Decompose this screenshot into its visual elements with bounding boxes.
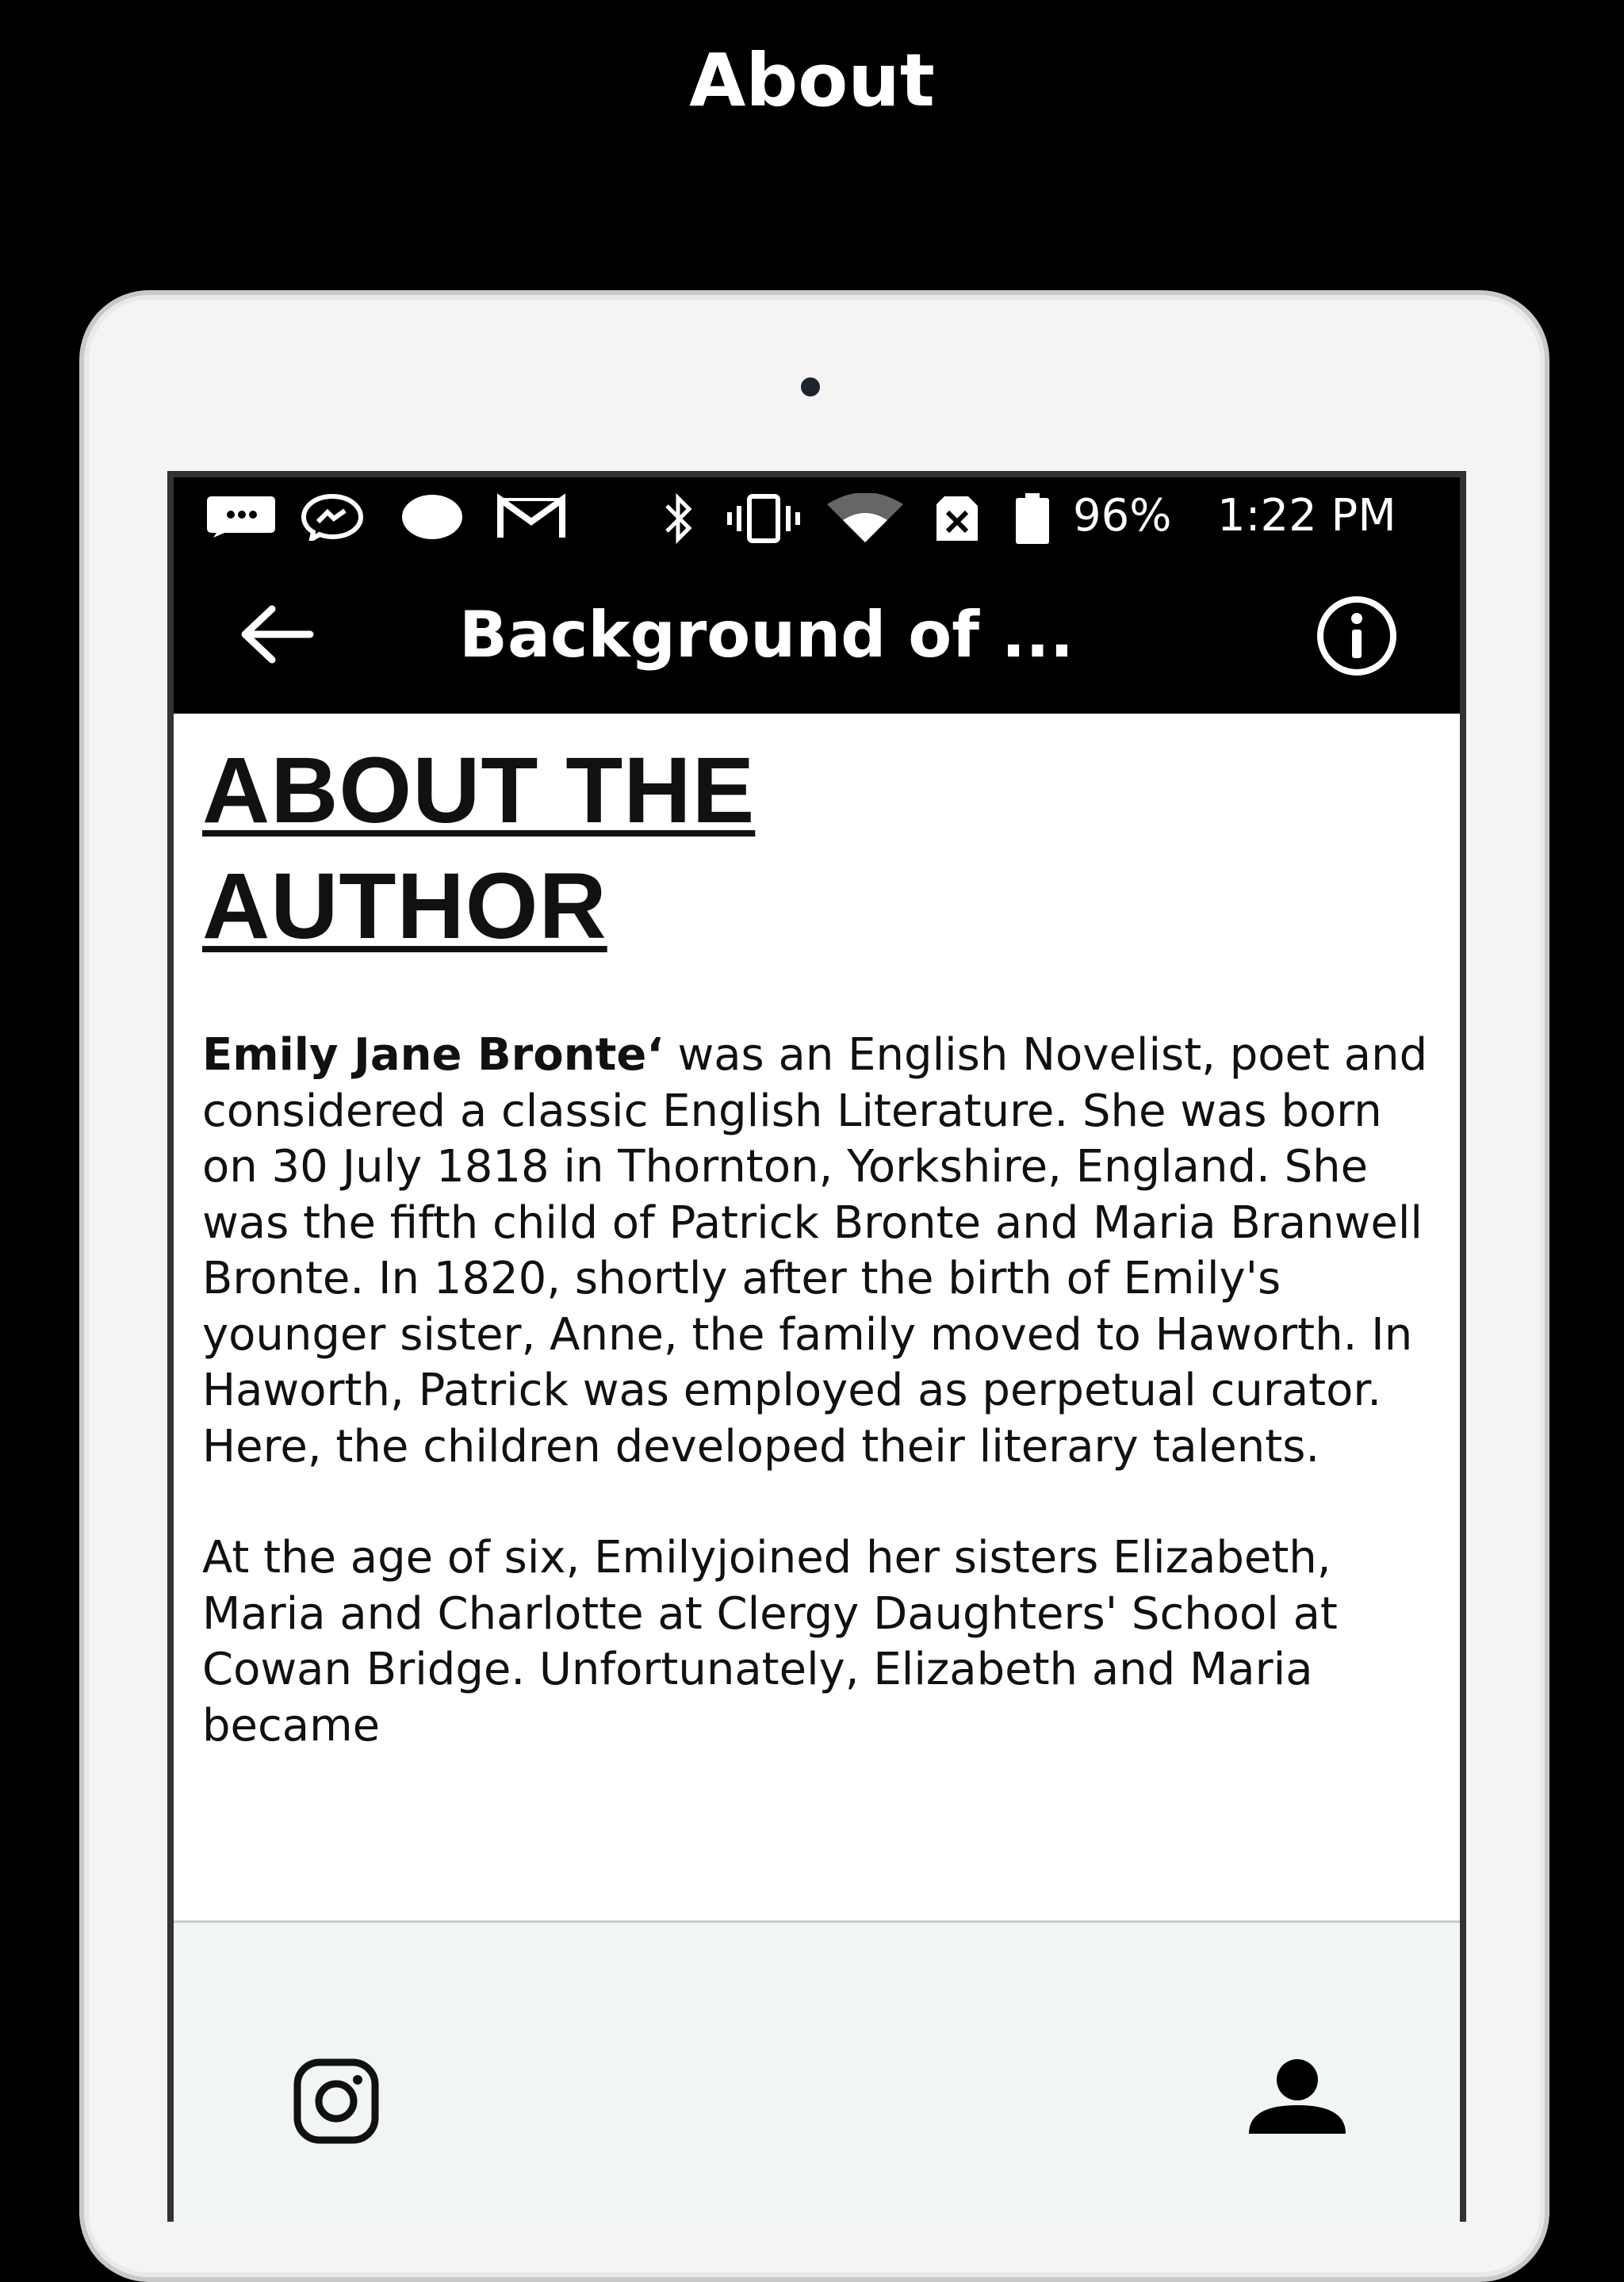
bluetooth-icon (659, 493, 699, 544)
article-heading (202, 733, 1439, 964)
article-heading-line1: ABOUT THE (202, 738, 756, 843)
vibrate-icon (724, 493, 803, 544)
bottom-nav (174, 1920, 1460, 2222)
no-sim-icon (933, 493, 981, 544)
instagram-icon[interactable] (293, 2058, 380, 2145)
camera-dot (801, 377, 820, 396)
promo-title: About (689, 38, 935, 123)
battery-icon (1013, 493, 1052, 544)
app-bar-title: Background of ... (459, 598, 1074, 672)
device-screen (167, 471, 1466, 2222)
paragraph-1-text: was an English Novelist, poet and considered a classic English Literature. She was born on 30 July 1818 in Thornton, Yorkshire, England. She was the fifth child of Patrick Bronte and Maria Branwell Bronte. In 1820, shortly after the birth of Emily's younger sister, Anne, the family moved to Haworth. In Haworth, Patrick was employed as perpetual curator. Here, the children developed their literary talents. (202, 1029, 1428, 1472)
info-icon[interactable] (1316, 595, 1398, 677)
message-icon (205, 493, 277, 538)
article-content (202, 733, 1439, 1809)
status-bar (174, 477, 1460, 555)
arrow-back-icon[interactable] (237, 603, 316, 666)
battery-percentage: 96% (1073, 490, 1172, 542)
wifi-icon (825, 493, 905, 544)
article-paragraph-1 (202, 1028, 1439, 1475)
article-paragraph-2: At the age of six, Emilyjoined her sisters Elizabeth, Maria and Charlotte at Clergy Daughters' School at Cowan Bridge. Unfortunately, Elizabeth and Maria became (202, 1532, 1338, 1752)
author-name: Emily Jane Bronte‘ (202, 1029, 664, 1081)
status-time: 1:22 PM (1217, 490, 1396, 542)
app-bar (174, 555, 1460, 714)
messenger-icon (301, 493, 364, 541)
article-heading-line2: AUTHOR (202, 854, 607, 959)
gmail-icon (496, 493, 567, 541)
person-icon[interactable] (1246, 2058, 1349, 2137)
circle-icon (400, 493, 464, 541)
